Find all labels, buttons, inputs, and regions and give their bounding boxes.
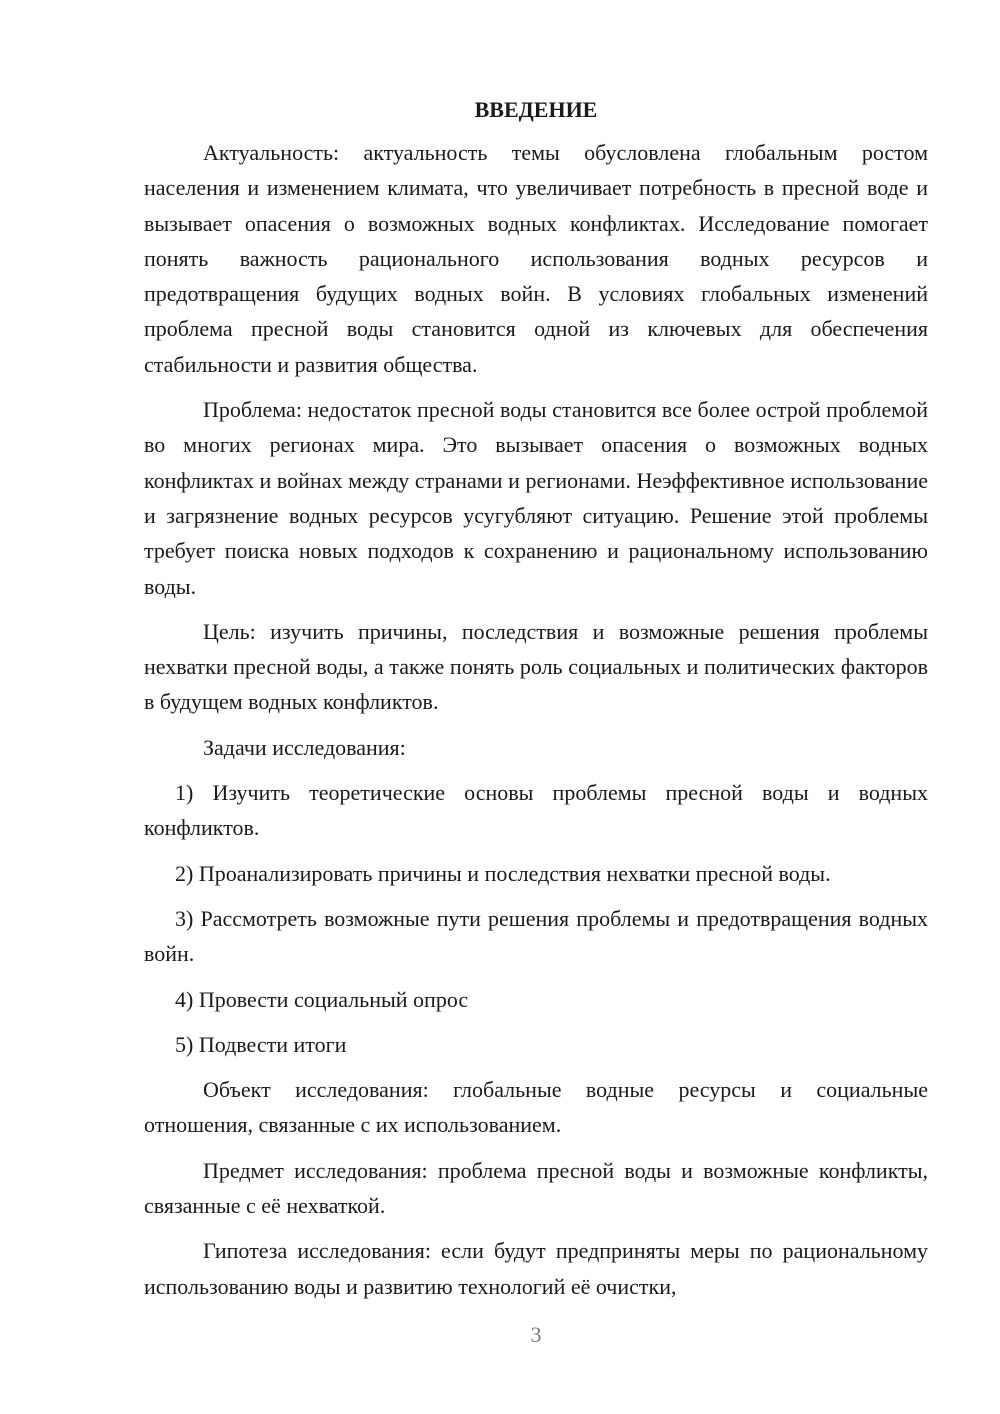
paragraph-problem: Проблема: недостаток пресной воды становится все более острой проблемой во многих регионах мира. Это вызывает опасения о возможных водных конфликтах и войнах между странами и регионами. Неэффективное использование и загрязнение водных ресурсов усугубляют ситуацию. Решение этой проблемы требует поиска новых подходов к сохранению и рациональному использованию воды.	[144, 397, 928, 599]
paragraph-hypothesis: Гипотеза исследования: если будут предприняты меры по рациональному использованию воды и развитию технологий её очистки,	[144, 1238, 928, 1299]
page-content	[144, 92, 928, 1314]
task-item-3: 3) Рассмотреть возможные пути решения проблемы и предотвращения водных войн.	[144, 905, 928, 967]
paragraph-goal: Цель: изучить причины, последствия и возможные решения проблемы нехватки пресной воды, а также понять роль социальных и политических факторов в будущем водных конфликтов.	[144, 618, 928, 715]
paragraph-tasks-heading: Задачи исследования:	[203, 734, 406, 760]
task-item-2: 2) Проанализировать причины и последствия нехватки пресной воды.	[175, 860, 831, 886]
paragraph-subject: Предмет исследования: проблема пресной воды и возможные конфликты, связанные с её нехваткой.	[144, 1157, 928, 1219]
section-title: ВВЕДЕНИЕ	[474, 97, 598, 122]
task-item-4: 4) Провести социальный опрос	[175, 986, 469, 1012]
paragraph-object: Объект исследования: глобальные водные ресурсы и социальные отношения, связанные с их использованием.	[144, 1077, 928, 1138]
task-item-1: 1) Изучить теоретические основы проблемы пресной воды и водных конфликтов.	[144, 780, 928, 841]
page-number: 3	[530, 1322, 542, 1347]
paragraph-relevance: Актуальность: актуальность темы обусловлена глобальным ростом населения и изменением климата, что увеличивает потребность в пресной воде и вызывает опасения о возможных водных конфликтах. Исследование помогает понять важность рационального использования водных ресурсов и предотвращения будущих водных войн. В условиях глобальных изменений проблема пресной воды становится одной из ключевых для обеспечения стабильности и развития общества.	[144, 140, 928, 377]
task-item-5: 5) Подвести итоги	[175, 1031, 347, 1057]
